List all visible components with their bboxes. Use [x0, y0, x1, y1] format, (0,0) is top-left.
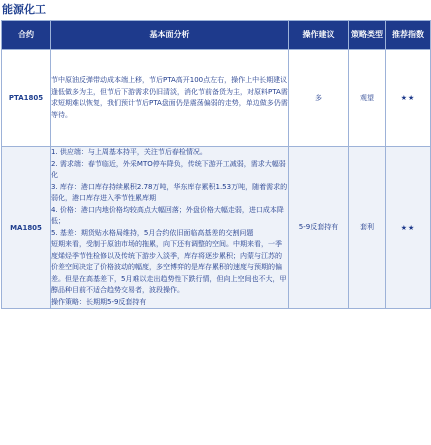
analysis-line: 3. 库存：港口库存持续累积2.78万吨，华东库存累积1.53万吨，随着需求的弱化，港口库存进入季节性累库期	[51, 182, 288, 202]
analysis-line: 4. 价格：港口内地价格均较高点大幅回落；外盘价格大幅走弱，进口成本降低；	[51, 205, 284, 225]
table-header-row	[2, 21, 431, 50]
header-contract: 合约	[2, 21, 51, 50]
header-operation: 操作建议	[289, 21, 349, 50]
strategy-table	[1, 20, 431, 309]
analysis-paragraph: 节中原油反弹带动成本端上移，节后PTA高开100点左右，操作上中长期建议逢低做多为主，但节后下游需求仍旧清淡，消化节前备货为主，对原料PTA需求短期难以恢复，我们预计节后PTA盘面仍是震荡偏弱的走势，单边做多仍需等待。	[51, 76, 288, 119]
strategy-cell: 观望	[349, 50, 386, 147]
header-strategy: 策略类型	[349, 21, 386, 50]
rating-stars: ★★	[386, 147, 431, 309]
header-analysis: 基本面分析	[51, 21, 289, 50]
analysis-line: 5. 基差：期货贴水格局维持，5月合约依旧面临高基差的交割问题	[51, 228, 254, 237]
operation-cell: 5-9反套持有	[289, 147, 349, 309]
table-row	[2, 50, 431, 147]
analysis-line: 2. 需求端：春节临近，外采MTO停车降负，传统下游开工减弱，需求大幅弱化	[51, 159, 286, 179]
analysis-cell	[51, 147, 289, 309]
table-row	[2, 147, 431, 309]
analysis-line: 短期来看，受制于原油市场的拖累，向下还有调整的空间。中期来看，一季度烯烃季节性检修以及传统下游步入淡季，库存将逐步累积；内蒙与江苏的价差空间决定了价格波动的幅度，多空博弈的是库存累积的速度与预期的偏差。但是在高基差下，5月难以走出趋势性下跌行情，但向上空间也不大，甲醇品种目前不适合趋势交易者，波段操作。	[51, 240, 287, 294]
analysis-line: 操作策略：长期期5-9反套持有	[51, 297, 147, 306]
header-rating: 推荐指数	[386, 21, 431, 50]
section-title: 能源化工	[2, 3, 46, 16]
rating-stars: ★★	[386, 50, 431, 147]
operation-cell: 多	[289, 50, 349, 147]
contract-cell: MA1805	[2, 147, 51, 309]
analysis-line: 1. 供应端：与上周基本持平，关注节后春检情况。	[51, 148, 207, 156]
strategy-cell: 套利	[349, 147, 386, 309]
analysis-cell	[51, 50, 289, 147]
contract-cell: PTA1805	[2, 50, 51, 147]
